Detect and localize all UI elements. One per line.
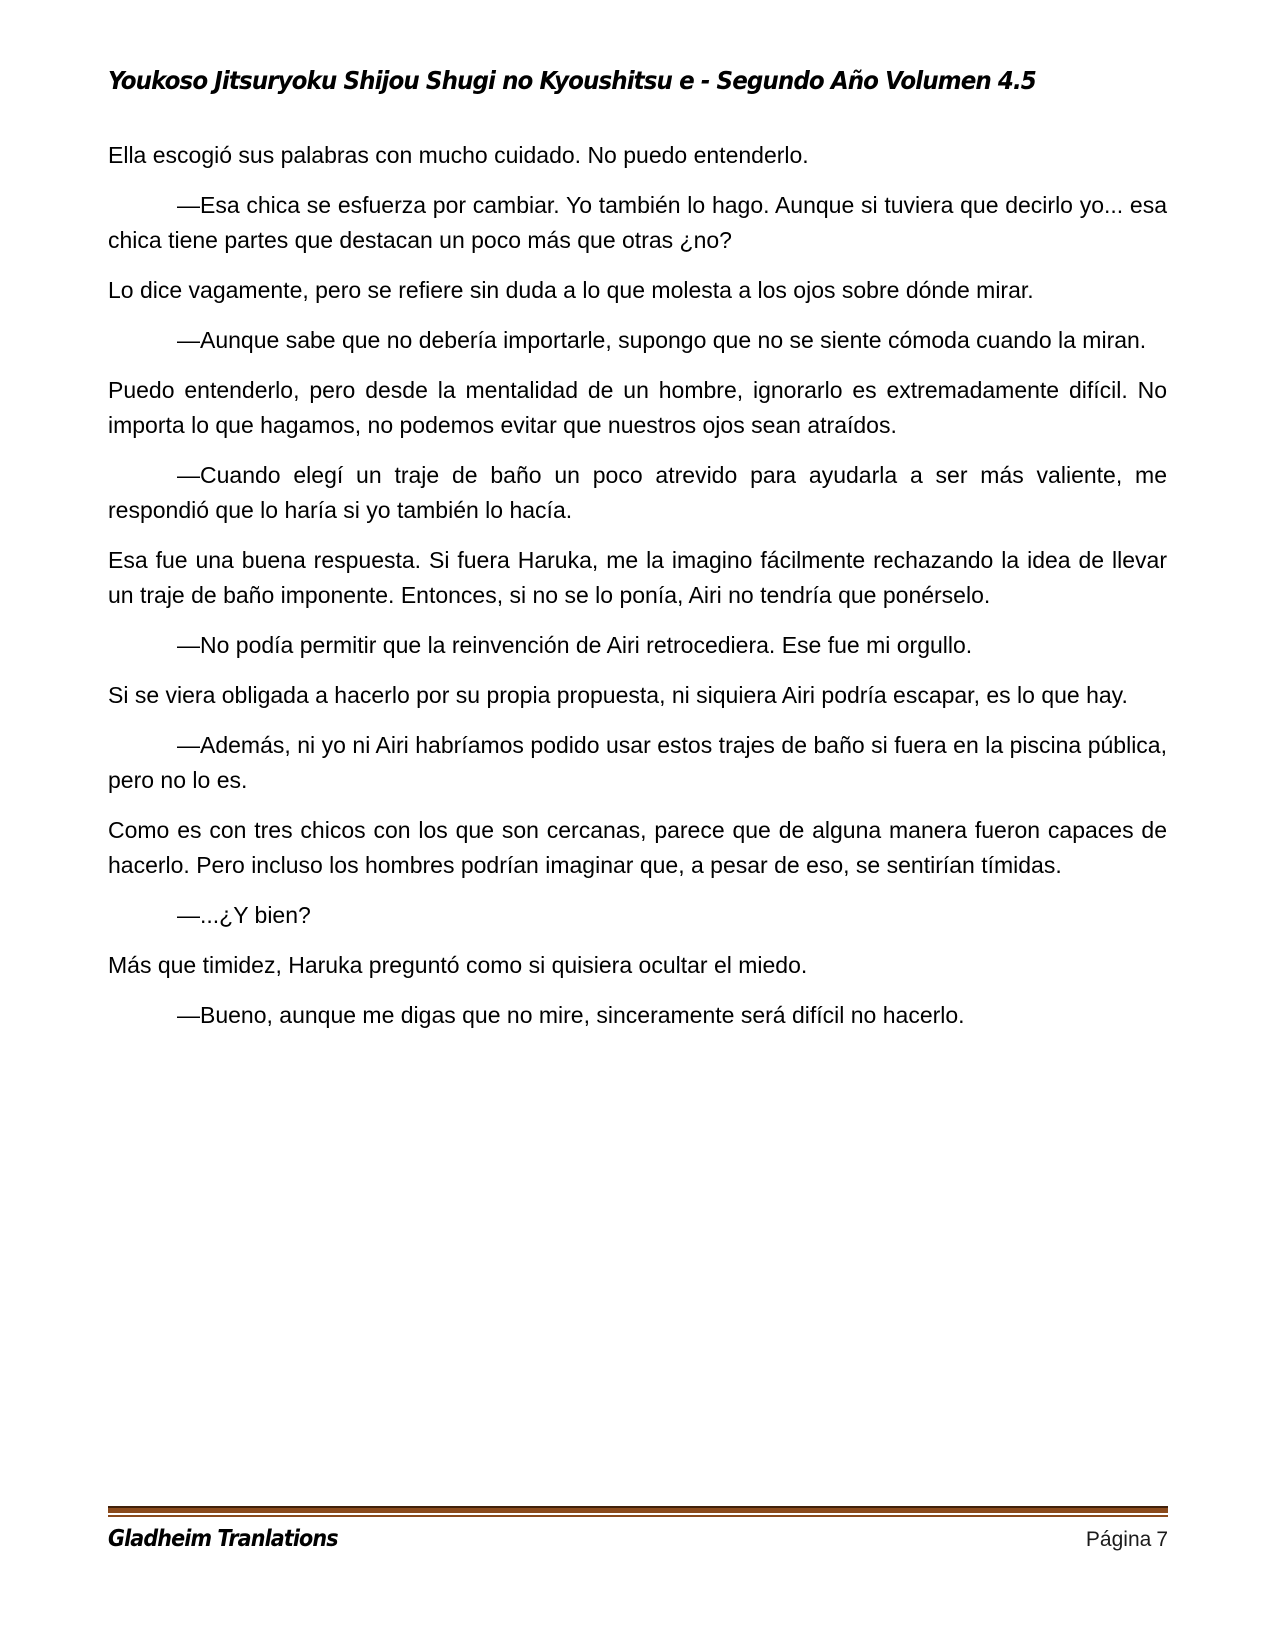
footer-rule: [108, 1506, 1168, 1517]
narration-paragraph: Más que timidez, Haruka preguntó como si quisiera ocultar el miedo.: [108, 952, 808, 978]
narration-paragraph: Si se viera obligada a hacerlo por su propia propuesta, ni siquiera Airi podría escapar, es lo que hay.: [108, 682, 1128, 708]
narration-paragraph: Puedo entenderlo, pero desde la mentalidad de un hombre, ignorarlo es extremadamente difícil. No importa lo que hagamos, no podemos evitar que nuestros ojos sean atraídos.: [108, 377, 1167, 438]
footer-row: [108, 1526, 1168, 1552]
narration-paragraph: Como es con tres chicos con los que son cercanas, parece que de alguna manera fueron capaces de hacerlo. Pero incluso los hombres podrían imaginar que, a pesar de eso, se sentirían tímidas.: [108, 817, 1167, 878]
dialogue-paragraph: —Aunque sabe que no debería importarle, supongo que no se siente cómoda cuando la miran.: [177, 327, 1147, 353]
footer-rule-thin-line: [108, 1515, 1168, 1517]
dialogue-paragraph: —Esa chica se esfuerza por cambiar. Yo también lo hago. Aunque si tuviera que decirlo yo... esa chica tiene partes que destacan un poco más que otras ¿no?: [108, 192, 1167, 253]
footer-page-label: [1086, 1528, 1168, 1552]
footer-rule-thick-line: [108, 1506, 1168, 1513]
narration-paragraph: Lo dice vagamente, pero se refiere sin duda a lo que molesta a los ojos sobre dónde mirar.: [108, 277, 1034, 303]
footer-brand: Gladheim Tranlations: [108, 1526, 338, 1552]
page-header: [108, 66, 1167, 95]
dialogue-paragraph: —Cuando elegí un traje de baño un poco atrevido para ayudarla a ser más valiente, me respondió que lo haría si yo también lo hacía.: [108, 462, 1167, 523]
footer-page-word: Página: [1085, 1528, 1152, 1551]
header-title: Youkoso Jitsuryoku Shijou Shugi no Kyoushitsu e - Segundo Año Volumen 4.5: [108, 66, 1036, 95]
narration-paragraph: Ella escogió sus palabras con mucho cuidado. No puedo entenderlo.: [108, 142, 809, 168]
page-body: [108, 138, 1167, 1048]
dialogue-paragraph: —Bueno, aunque me digas que no mire, sinceramente será difícil no hacerlo.: [177, 1002, 965, 1028]
narration-paragraph: Esa fue una buena respuesta. Si fuera Haruka, me la imagino fácilmente rechazando la idea de llevar un traje de baño imponente. Entonces, si no se lo ponía, Airi no tendría que ponérselo.: [108, 547, 1167, 608]
footer-page-number: 7: [1156, 1528, 1168, 1551]
dialogue-paragraph: —Además, ni yo ni Airi habríamos podido usar estos trajes de baño si fuera en la piscina pública, pero no lo es.: [108, 732, 1167, 793]
dialogue-paragraph: —No podía permitir que la reinvención de Airi retrocediera. Ese fue mi orgullo.: [177, 632, 973, 658]
dialogue-paragraph: —...¿Y bien?: [177, 902, 311, 928]
page-footer: [108, 1506, 1168, 1552]
